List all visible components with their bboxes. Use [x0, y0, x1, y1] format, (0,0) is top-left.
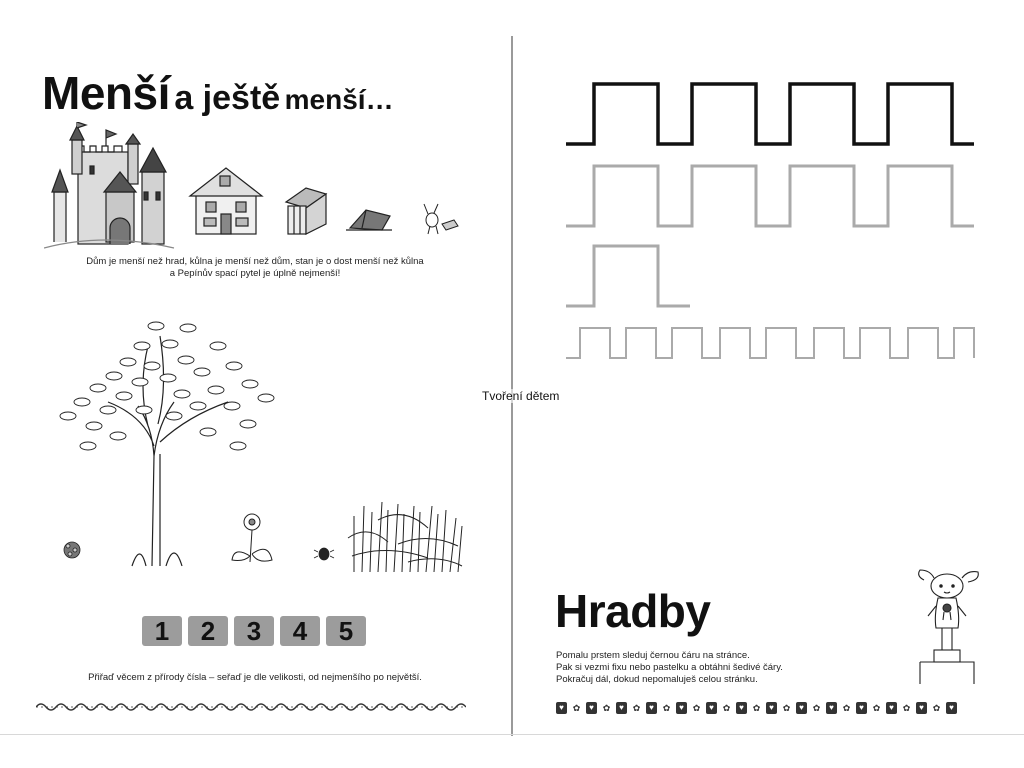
heart-icon: ♥ [586, 702, 597, 714]
center-label: Tvoření dětem [482, 389, 560, 403]
tree-icon [60, 322, 274, 566]
tent-icon [346, 210, 392, 230]
flower-icon: ✿ [602, 703, 611, 713]
shed-icon [286, 188, 326, 234]
instruction-line-1: Pomalu prstem sleduj černou čáru na stránce. [556, 650, 750, 661]
trace-line-black [566, 84, 974, 144]
number-box: 2 [188, 616, 228, 646]
bunny-illustration [914, 566, 984, 686]
heart-icon: ♥ [556, 702, 567, 714]
heart-icon: ♥ [676, 702, 687, 714]
caption-line-1: Dům je menší než hrad, kůlna je menší než dům, stan je o dost menší než kůlna [86, 256, 424, 267]
castle-icon [44, 122, 174, 248]
heart-icon: ♥ [826, 702, 837, 714]
tracing-lines [560, 74, 980, 370]
flower-icon: ✿ [632, 703, 641, 713]
right-instructions [556, 650, 783, 686]
house-icon [190, 168, 262, 234]
flower-icon: ✿ [872, 703, 881, 713]
left-page-title [42, 66, 394, 120]
buildings-illustration [44, 122, 474, 252]
raspberry-icon [64, 542, 80, 558]
flower-icon: ✿ [902, 703, 911, 713]
flower-icon: ✿ [752, 703, 761, 713]
instruction-text: Přiřaď věcem z přírody čísla – seřaď je dle velikosti, od nejmenšího po největší. [88, 672, 422, 683]
caption-line-2: a Pepínův spací pytel je úplně nejmenší! [169, 268, 341, 279]
title-part-1: Menší [42, 67, 170, 119]
wavy-border [36, 700, 466, 714]
left-instruction [40, 672, 470, 684]
flower-icon: ✿ [932, 703, 941, 713]
heart-icon: ♥ [796, 702, 807, 714]
title-part-3: menší… [284, 84, 394, 115]
number-row [142, 616, 366, 646]
flower-icon: ✿ [812, 703, 821, 713]
flower-icon: ✿ [662, 703, 671, 713]
number-box: 5 [326, 616, 366, 646]
flower-icon: ✿ [842, 703, 851, 713]
page-divider [511, 36, 513, 736]
buildings-caption [40, 256, 470, 280]
instruction-line-2: Pak si vezmi fixu nebo pastelku a obtáhni šedivé čáry. [556, 662, 783, 673]
bush-icon [348, 502, 462, 572]
flower-icon: ✿ [782, 703, 791, 713]
trace-line-gray-1 [566, 166, 974, 226]
bottom-edge [0, 734, 1024, 735]
trace-line-gray-3 [566, 328, 974, 358]
heart-icon: ♥ [886, 702, 897, 714]
beetle-icon [314, 548, 334, 560]
dandelion-icon [232, 514, 272, 562]
right-page-title: Hradby [555, 585, 711, 637]
number-box: 3 [234, 616, 274, 646]
heart-icon: ♥ [736, 702, 747, 714]
heart-icon: ♥ [856, 702, 867, 714]
decorative-border [556, 702, 957, 714]
instruction-line-3: Pokračuj dál, dokud nepomaluješ celou stránku. [556, 674, 758, 685]
title-part-2: a ještě [174, 79, 281, 117]
number-box: 1 [142, 616, 182, 646]
trace-line-gray-2 [566, 246, 690, 306]
heart-icon: ♥ [946, 702, 957, 714]
heart-icon: ♥ [916, 702, 927, 714]
nature-illustration [48, 306, 478, 576]
heart-icon: ♥ [706, 702, 717, 714]
flower-icon: ✿ [572, 703, 581, 713]
flower-icon: ✿ [722, 703, 731, 713]
flower-icon: ✿ [692, 703, 701, 713]
heart-icon: ♥ [646, 702, 657, 714]
bunny-sleeping-bag-icon [424, 204, 458, 234]
heart-icon: ♥ [766, 702, 777, 714]
number-box: 4 [280, 616, 320, 646]
heart-icon: ♥ [616, 702, 627, 714]
